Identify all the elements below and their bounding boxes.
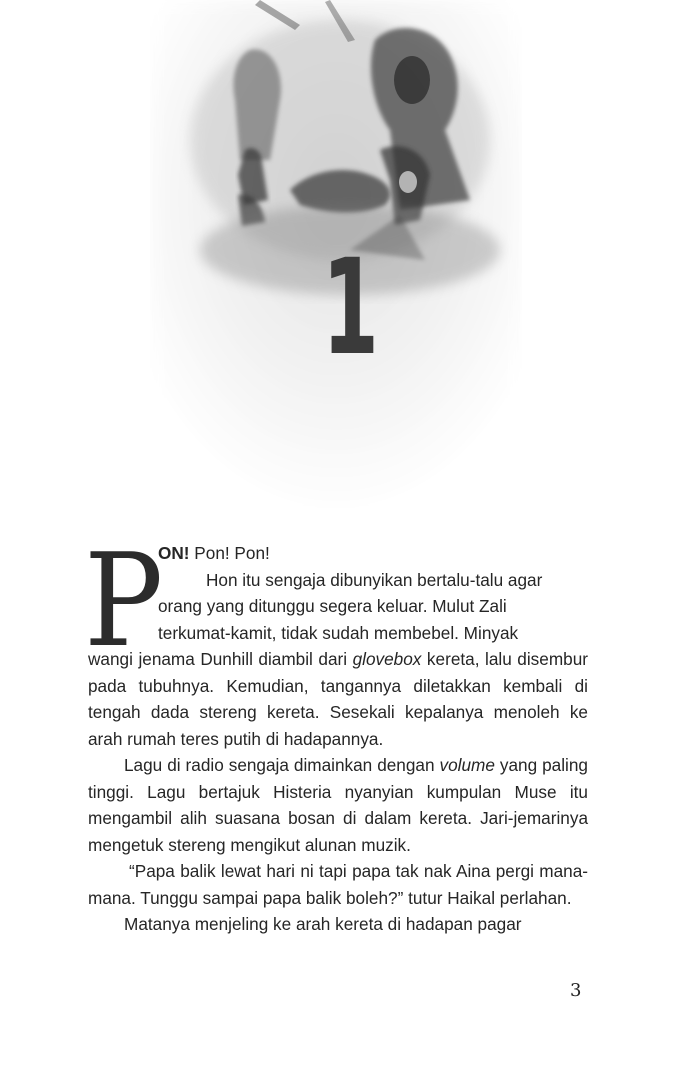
paragraph-line: Hon itu sengaja dibunyikan bertalu-talu agar [206,569,543,590]
opening-rest: Pon! Pon! [189,543,270,563]
opening-bold: ON! [158,543,190,563]
page-number: 3 [570,980,582,1001]
first-paragraph-indented [88,540,588,646]
paragraph: Matanya menjeling ke arah kereta di hadapan pagar [124,914,522,934]
paragraph: “Papa balik lewat hari ni tapi papa tak nak Aina pergi mana-mana. Tunggu sampai papa balik boleh?” tutur Haikal perlahan. [88,861,588,908]
paragraph-line: orang yang ditunggu segera keluar. Mulut Zali [158,596,507,616]
italic-term: volume [439,755,495,775]
text-run: Lagu di radio sengaja dimainkan dengan [124,755,440,775]
text-run: wangi jenama Dunhill diambil dari [88,649,353,669]
paragraph-line: terkumat-kamit, tidak sudah membebel. Minyak [158,622,519,643]
text-run: kereta, lalu disembur pada tubuhnya. Kemudian, tangannya diletakkan kembali di tengah dada stereng kereta. Sesekali kepalanya menoleh ke arah rumah teres putih di hadapannya. [88,649,588,749]
text-run: yang paling tinggi. Lagu bertajuk Histeria nyanyian kumpulan Muse itu mengambil alih suasana bosan di dalam kereta. Jari-jemarinya mengetuk stereng mengikut alunan muzik. [88,755,588,855]
chapter-number: 1 [322,231,376,385]
drop-cap-letter: P [84,527,160,676]
chapter-body [88,540,588,938]
opening-line [158,540,588,567]
paragraph-continuation [88,646,588,752]
italic-term: glovebox [352,649,422,669]
paragraph [88,752,588,858]
